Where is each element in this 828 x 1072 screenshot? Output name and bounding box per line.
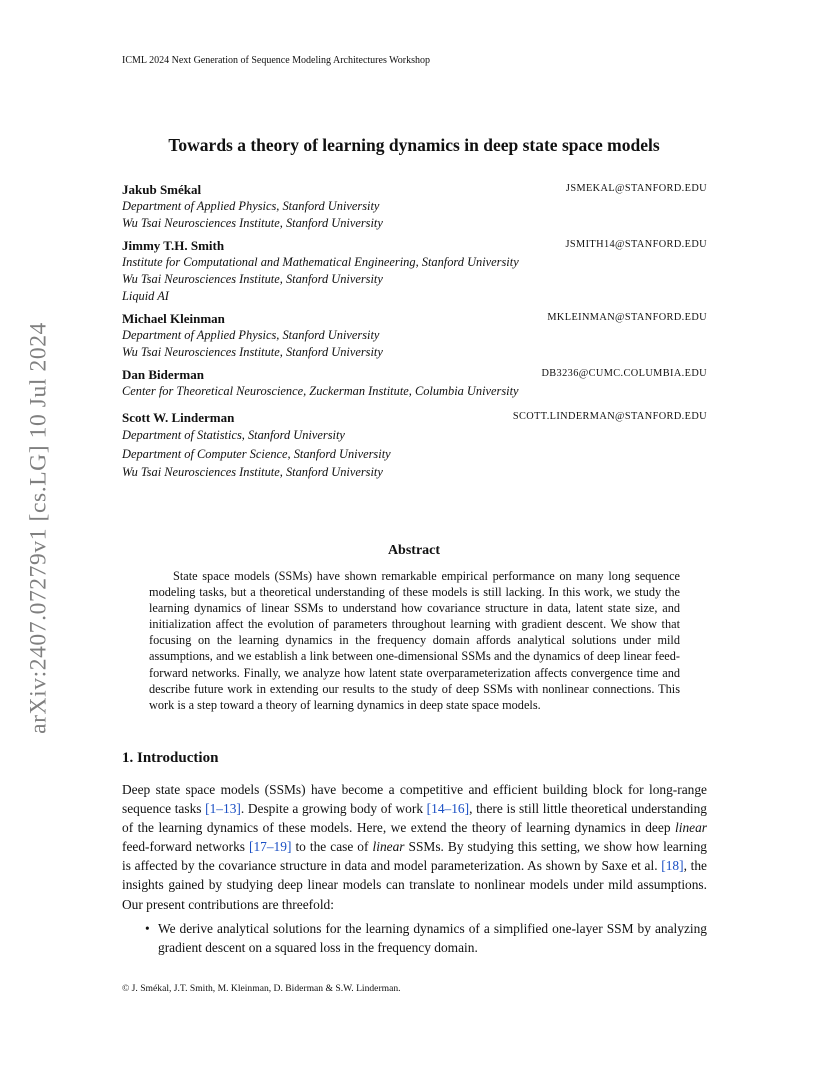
arxiv-identifier[interactable]: arXiv:2407.07279v1 [cs.LG] 10 Jul 2024 [25,322,52,734]
author-email[interactable]: SCOTT.LINDERMAN@STANFORD.EDU [512,411,707,422]
author-name: Scott W. Linderman [122,410,235,425]
copyright-footer: © J. Smékal, J.T. Smith, M. Kleinman, D. Biderman & S.W. Linderman. [122,983,401,994]
author-affiliation: Department of Computer Science, Stanford University [122,446,391,461]
author-affiliation: Department of Statistics, Stanford University [122,428,345,442]
author-email[interactable]: JSMITH14@STANFORD.EDU [565,239,707,250]
author-name: Dan Biderman [122,367,204,382]
intro-emphasis: linear [675,820,707,836]
author-block [122,310,707,361]
citation-link[interactable]: [17–19] [249,839,292,855]
intro-emphasis: linear [372,839,405,855]
author-affiliation: Wu Tsai Neurosciences Institute, Stanford University [122,465,383,479]
author-email[interactable]: JSMEKAL@STANFORD.EDU [565,183,707,194]
section-heading: 1. Introduction [122,750,219,766]
intro-text: Deep state space models (SSMs) have become a competitive and efficient building block for long-range sequence tasks [122,782,707,817]
author-block [122,366,707,400]
intro-text: SSMs. By studying this setting, we show how learning is affected by the covariance structure in data and model parameterization. As shown by Saxe et al. [122,839,708,874]
author-email[interactable]: DB3236@CUMC.COLUMBIA.EDU [541,368,707,379]
venue-header: ICML 2024 Next Generation of Sequence Modeling Architectures Workshop [122,55,431,66]
abstract-heading: Abstract [387,543,441,558]
author-affiliation: Center for Theoretical Neuroscience, Zuckerman Institute, Columbia University [122,384,519,398]
abstract-text: State space models (SSMs) have shown remarkable empirical performance on many long sequence modeling tasks, but a theoretical understanding of these models is still lacking. In this work, we study the learning dynamics of linear SSMs to understand how covariance structure in data, latent state size, and initialization affect the evolution of parameters throughout learning with gradient descent. We show that focusing on the learning dynamics in the frequency domain affords analytical solutions under mild assumptions, and we establish a link between one-dimensional SSMs and the dynamics of deep linear feed-forward networks. Finally, we analyze how latent state overparameterization affects convergence time and describe future work in extending our results to the study of deep SSMs with nonlinear connections. This work is a step toward a theory of learning dynamics in deep state space models. [149,569,680,712]
author-block [122,409,707,482]
author-block [122,181,707,232]
bullet-marker: • [145,921,150,936]
citation-link[interactable]: [14–16] [426,801,470,817]
intro-text: . Despite a growing body of work [240,801,427,817]
author-name: Jimmy T.H. Smith [122,238,225,253]
intro-text: feed-forward networks [122,839,250,855]
citation-link[interactable]: [18] [661,858,684,874]
intro-paragraph [122,780,707,914]
author-email[interactable]: MKLEINMAN@STANFORD.EDU [547,312,707,323]
intro-text: to the case of [291,839,373,855]
author-affiliation: Department of Applied Physics, Stanford University [122,328,380,342]
bullet-text: We derive analytical solutions for the learning dynamics of a simplified one-layer SSM by analyzing gradient descent on a squared loss in the frequency domain. [158,921,707,956]
author-affiliation: Liquid AI [122,289,169,304]
contribution-bullet [145,919,707,957]
author-name: Michael Kleinman [122,311,225,326]
author-block [122,237,707,306]
author-affiliation: Wu Tsai Neurosciences Institute, Stanford University [122,216,383,231]
author-affiliation: Department of Applied Physics, Stanford University [122,199,380,213]
intro-text: , there is still little theoretical understanding of the learning dynamics of these models. Here, we extend the theory of learning dynamics in deep [122,801,707,836]
author-affiliation: Wu Tsai Neurosciences Institute, Stanford University [122,345,383,360]
paper-title: Towards a theory of learning dynamics in deep state space models [168,135,660,155]
author-affiliation: Institute for Computational and Mathematical Engineering, Stanford University [122,255,519,269]
citation-link[interactable]: [1–13] [205,801,241,817]
intro-text: , the insights gained by studying deep linear models can translate to nonlinear models under mild assumptions. Our present contributions are threefold: [122,858,707,912]
author-name: Jakub Smékal [122,182,202,197]
author-affiliation: Wu Tsai Neurosciences Institute, Stanford University [122,272,383,287]
